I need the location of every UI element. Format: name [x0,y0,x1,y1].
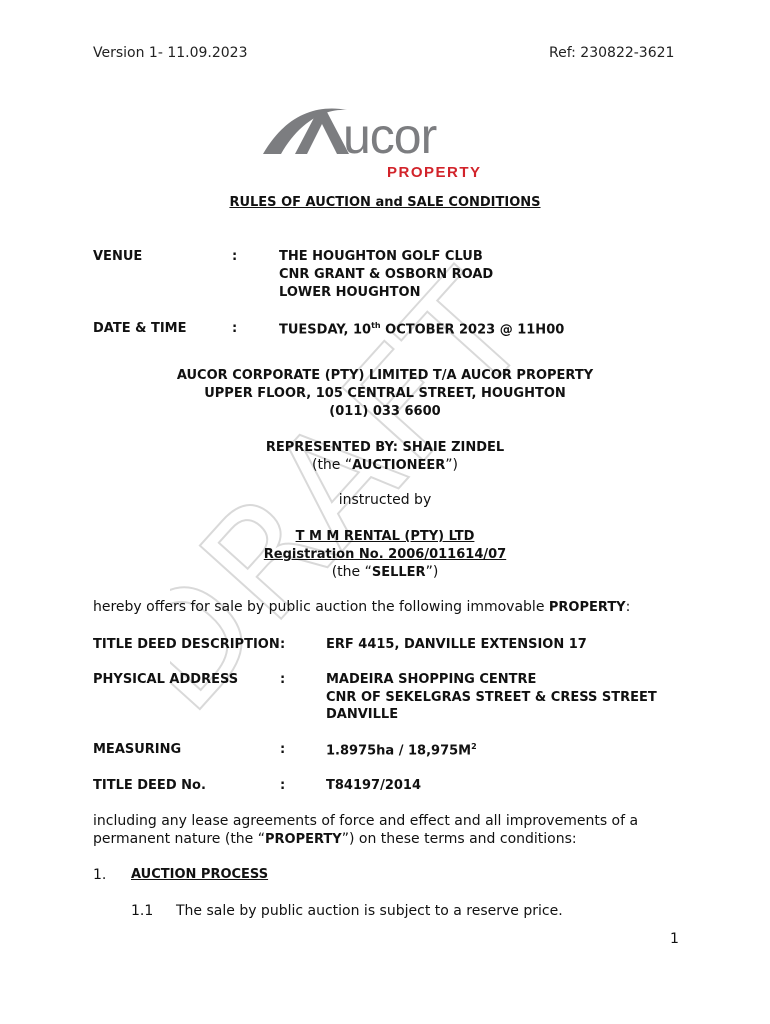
including-rest: ”) on these terms and conditions: [341,831,577,847]
seller-definition [0,564,770,580]
title-deed-description-colon: : [280,637,286,652]
venue-colon: : [232,249,238,264]
venue-line-3: LOWER HOUGHTON [279,285,421,300]
offer-lead: hereby offers for sale by public auction the following immovable [93,599,549,615]
datetime-value [279,321,564,337]
auctioneer-close: ”) [445,457,459,473]
including-line-2 [93,831,577,847]
title-deed-number-label: TITLE DEED No. [93,778,206,793]
physical-address-label: PHYSICAL ADDRESS [93,672,239,687]
measuring-sup: 2 [471,742,477,751]
watermark-text: DRAFT [170,250,566,745]
company-line-3: (011) 033 6600 [329,404,441,419]
title-deed-description-label: TITLE DEED DESCRIPTION [93,637,280,652]
clause-1-1-number: 1.1 [131,903,154,919]
title-deed-description-value: ERF 4415, DANVILLE EXTENSION 17 [326,637,587,652]
measuring-colon: : [280,742,286,757]
clause-1-1-text: The sale by public auction is subject to a reserve price. [176,903,563,919]
seller-name: T M M RENTAL (PTY) LTD [295,529,475,544]
venue-line-1: THE HOUGHTON GOLF CLUB [279,249,483,264]
datetime-sup: th [371,321,381,330]
seller-registration: Registration No. 2006/011614/07 [263,547,507,562]
measuring-label: MEASURING [93,742,182,757]
measuring-amount: 1.8975ha / 18,975M [326,743,472,759]
physical-address-line-3: DANVILLE [326,707,399,722]
offer-text [93,599,630,615]
seller-close: ”) [425,564,439,580]
auctioneer-term: AUCTIONEER [352,458,446,473]
offer-colon: : [625,599,631,615]
page-number: 1 [670,931,679,947]
svg-text:PROPERTY: PROPERTY [387,164,482,181]
section-1-number: 1. [93,867,107,883]
venue-line-2: CNR GRANT & OSBORN ROAD [279,267,494,282]
section-1-title: AUCTION PROCESS [131,867,269,882]
company-line-1: AUCOR CORPORATE (PTY) LIMITED T/A AUCOR PROPERTY [176,368,594,383]
represented-by: REPRESENTED BY: SHAIE ZINDEL [265,440,505,455]
auctioneer-definition [0,457,770,473]
document-title: RULES OF AUCTION and SALE CONDITIONS [229,195,541,210]
datetime-colon: : [232,321,238,336]
datetime-rest: OCTOBER 2023 @ 11H00 [380,322,565,338]
physical-address-line-2: CNR OF SEKELGRAS STREET & CRESS STREET [326,690,657,705]
reference-text: Ref: 230822-3621 [549,45,675,61]
seller-term: SELLER [371,565,426,580]
version-text: Version 1- 11.09.2023 [93,45,248,61]
instructed-by: instructed by [338,492,432,508]
company-line-2: UPPER FLOOR, 105 CENTRAL STREET, HOUGHTON [204,386,566,401]
title-deed-number-colon: : [280,778,286,793]
including-line-1: including any lease agreements of force and effect and all improvements of a [93,813,639,829]
offer-property-term: PROPERTY [548,600,626,615]
svg-text:ucor: ucor [343,108,437,164]
venue-label: VENUE [93,249,143,264]
including-property-term: PROPERTY [265,832,342,847]
measuring-value [326,742,477,758]
seller-open: (the “ [331,564,372,580]
physical-address-line-1: MADEIRA SHOPPING CENTRE [326,672,537,687]
datetime-day: TUESDAY, 10 [279,322,372,338]
datetime-label: DATE & TIME [93,321,187,336]
aucor-logo [255,96,485,184]
physical-address-colon: : [280,672,286,687]
auctioneer-open: (the “ [311,457,353,473]
including-open: permanent nature (the “ [93,831,265,847]
title-deed-number-value: T84197/2014 [326,778,422,793]
